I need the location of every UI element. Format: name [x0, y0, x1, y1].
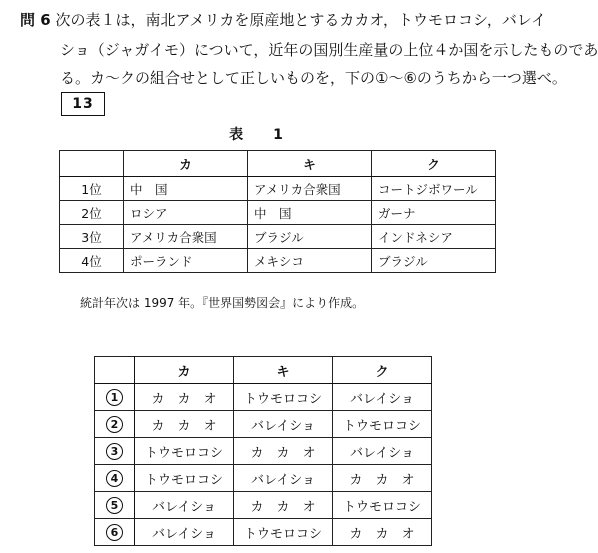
- table-1-header-ka: カ: [124, 151, 248, 177]
- question-text-1: 次の表１は，南北アメリカを原産地とするカカオ，トウモロコシ，バレイ: [55, 11, 547, 29]
- choice-number: 3: [106, 443, 123, 460]
- choice-cell: カ カ オ: [234, 438, 333, 465]
- answer-choices-table: [94, 356, 432, 546]
- table-row: [60, 249, 496, 273]
- choice-cell: トウモロコシ: [135, 465, 234, 492]
- table-cell: ブラジル: [248, 225, 372, 249]
- choice-cell: バレイショ: [135, 519, 234, 546]
- table-cell: ブラジル: [372, 249, 496, 273]
- table-row: [60, 201, 496, 225]
- question-label: 問 6: [20, 11, 51, 29]
- choices-header-ki: キ: [234, 357, 333, 384]
- choice-cell: トウモロコシ: [234, 384, 333, 411]
- choice-cell: トウモロコシ: [333, 411, 432, 438]
- table-1-header-ki: キ: [248, 151, 372, 177]
- choice-row: [95, 411, 432, 438]
- choice-cell: バレイショ: [333, 384, 432, 411]
- rank-cell: 1位: [60, 177, 124, 201]
- choice-row: [95, 465, 432, 492]
- choice-number-cell: [95, 465, 135, 492]
- choice-cell: トウモロコシ: [333, 492, 432, 519]
- choice-number: 2: [106, 416, 123, 433]
- table-1: [59, 150, 496, 273]
- table-cell: インドネシア: [372, 225, 496, 249]
- table-cell: メキシコ: [248, 249, 372, 273]
- choice-number: 4: [106, 470, 123, 487]
- table-cell: アメリカ合衆国: [124, 225, 248, 249]
- choice-cell: バレイショ: [333, 438, 432, 465]
- rank-cell: 3位: [60, 225, 124, 249]
- choice-row: [95, 519, 432, 546]
- choice-cell: カ カ オ: [333, 465, 432, 492]
- choice-cell: カ カ オ: [234, 492, 333, 519]
- table-cell: ポーランド: [124, 249, 248, 273]
- choice-cell: バレイショ: [234, 411, 333, 438]
- table-cell: 中 国: [124, 177, 248, 201]
- table-cell: ガーナ: [372, 201, 496, 225]
- table-1-header-corner: [60, 151, 124, 177]
- choice-cell: カ カ オ: [135, 411, 234, 438]
- question-line-2: ショ（ジャガイモ）について，近年の国別生産量の上位４か国を示したものであ: [60, 41, 598, 59]
- table-row: [60, 225, 496, 249]
- question-line-3: る。カ～クの組合せとして正しいものを，下の①～⑥のうちから一つ選べ。: [60, 69, 567, 87]
- table-cell: コートジボワール: [372, 177, 496, 201]
- table-1-header-row: [60, 151, 496, 177]
- table-row: [60, 177, 496, 201]
- choice-row: [95, 492, 432, 519]
- choice-number: 6: [106, 524, 123, 541]
- choice-number-cell: [95, 519, 135, 546]
- question-line-1: [20, 10, 547, 30]
- choice-cell: トウモロコシ: [234, 519, 333, 546]
- choice-number-cell: [95, 438, 135, 465]
- choice-number: 5: [106, 497, 123, 514]
- choice-row: [95, 438, 432, 465]
- table-1-header-ku: ク: [372, 151, 496, 177]
- choice-number-cell: [95, 384, 135, 411]
- choices-header-ka: カ: [135, 357, 234, 384]
- rank-cell: 2位: [60, 201, 124, 225]
- choices-header-corner: [95, 357, 135, 384]
- choice-cell: カ カ オ: [333, 519, 432, 546]
- choice-number: 1: [106, 389, 123, 406]
- choice-number-cell: [95, 411, 135, 438]
- source-note: 統計年次は 1997 年。『世界国勢図会』により作成。: [80, 296, 365, 310]
- table-1-title: 表 1: [229, 127, 291, 143]
- choices-header-row: [95, 357, 432, 384]
- answer-number-box: 13: [61, 92, 105, 116]
- table-cell: アメリカ合衆国: [248, 177, 372, 201]
- choice-cell: カ カ オ: [135, 384, 234, 411]
- choice-cell: バレイショ: [135, 492, 234, 519]
- choices-header-ku: ク: [333, 357, 432, 384]
- table-cell: 中 国: [248, 201, 372, 225]
- choice-row: [95, 384, 432, 411]
- choice-cell: トウモロコシ: [135, 438, 234, 465]
- rank-cell: 4位: [60, 249, 124, 273]
- table-cell: ロシア: [124, 201, 248, 225]
- choice-cell: バレイショ: [234, 465, 333, 492]
- choice-number-cell: [95, 492, 135, 519]
